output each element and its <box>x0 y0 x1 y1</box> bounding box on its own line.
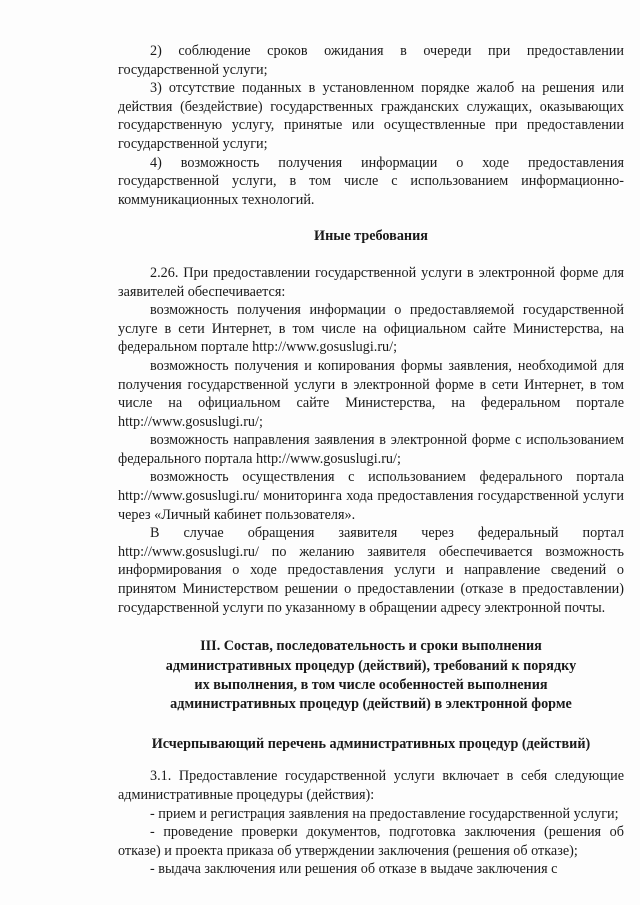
section-heading-line: административных процедур (действий) в электронной форме <box>170 696 572 713</box>
paragraph: 3.1. Предоставление государственной услуги включает в себя следующие административные процедуры (действия): <box>118 768 624 804</box>
list-item: - выдача заключения или решения об отказе в выдаче заключения с <box>150 861 558 878</box>
list-item: - прием и регистрация заявления на предоставление государственной услуги; <box>150 805 619 822</box>
section-heading-line: административных процедур (действий), требований к порядку <box>165 657 577 674</box>
document-body <box>118 42 624 879</box>
paragraph: возможность направления заявления в электронной форме с использованием федерального портала http://www.gosuslugi.ru/; <box>118 432 624 467</box>
paragraph: 2) соблюдение сроков ожидания в очереди при предоставлении государственной услуги; <box>118 43 624 78</box>
paragraph: 2.26. При предоставлении государственной услуги в электронной форме для заявителей обеспечивается: <box>118 264 624 300</box>
section-heading-line: их выполнения, в том числе особенностей выполнения <box>194 677 548 694</box>
heading-procedures-list: Исчерпывающий перечень административных процедур (действий) <box>151 735 591 752</box>
paragraph: В случае обращения заявителя через федеральный портал http://www.gosuslugi.ru/ по желанию заявителя обеспечивается возможность информирования о ходе предоставления услуги и направление сведений о принятом Министерством решении о предоставлении (отказе в предоставлении) государственной услуги по указанному в обращении адресу электронной почты. <box>118 525 624 616</box>
paragraph: возможность получения и копирования формы заявления, необходимой для получения государственной услуги в электронной форме в сети Интернет, в том числе на официальном сайте Министерства, на федеральном портале http://www.gosuslugi.ru/; <box>118 357 624 430</box>
paragraph: возможность получения информации о предоставляемой государственной услуге в сети Интернет, в том числе на официальном сайте Министерства, на федеральном портале http://www.gosuslugi.ru/; <box>118 302 624 356</box>
heading-other-requirements: Иные требования <box>314 228 428 245</box>
list-item: - проведение проверки документов, подготовка заключения (решения об отказе) и проекта приказа об утверждении заключения (решения об отказе); <box>118 824 624 859</box>
section-heading-line: III. Состав, последовательность и сроки выполнения <box>200 638 542 655</box>
paragraph: 4) возможность получения информации о ходе предоставления государственной услуги, в том числе с использованием информационно-коммуникационных технологий. <box>118 154 624 208</box>
paragraph: возможность осуществления с использованием федерального портала http://www.gosuslugi.ru/ мониторинга хода предоставления государственной услуги через «Личный кабинет пользователя». <box>118 469 624 523</box>
section-heading <box>118 637 624 715</box>
paragraph: 3) отсутствие поданных в установленном порядке жалоб на решения или действия (бездействие) государственных гражданских служащих, оказывающих государственную услугу, принятые или осуществленные при предоставлении государственной услуги; <box>118 80 624 152</box>
